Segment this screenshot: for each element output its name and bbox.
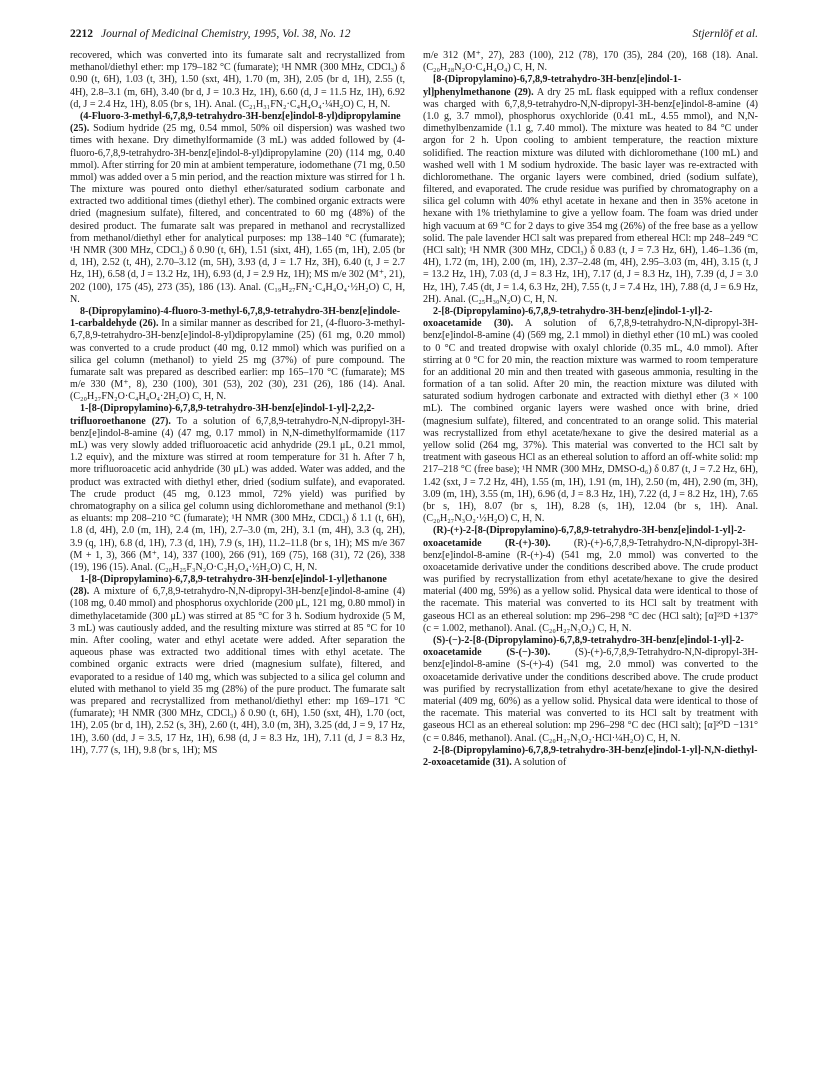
paragraph [70, 50, 405, 111]
compound-heading: 8-(Dipropylamino)-4-fluoro-3-methyl-6,7,8,9-tetrahydro-3H-benz[e]indole-1-carbaldehyde (26). [70, 305, 401, 330]
running-header [70, 28, 758, 50]
paragraph-text: m/e 312 (M⁺, 27), 283 (100), 212 (78), 170 (35), 284 (20), 168 (18). Anal. (C₂₀H₂₈N₂O·C₄H₄O₄) C, H, N. [423, 50, 758, 74]
paragraph-text: (R)-(+)-6,7,8,9-Tetrahydro-N,N-dipropyl-3H-benz[e]indol-8-amine (R-(+)-4) (541 mg, 2.0 mmol) was converted to the oxoacetamide derivative under the conditions described above. The crude product was purified by recrystallization from ethyl acetate/hexane to give the desired material (400 mg, 59%) as a yellow solid. Physical data were identical to those of the racemate. This material was converted to its HCl salt by treatment with gaseous HCl as an ethereal solution: mp 296–298 °C dec (HCl salt); [α]²³D +137° (c = 1.002, methanol). Anal. (C₂₀H₂₇N₃O₂) C, H, N. [423, 537, 758, 634]
two-column-body [70, 50, 758, 769]
paragraph [423, 306, 758, 525]
compound-heading: 2-[8-(Dipropylamino)-6,7,8,9-tetrahydro-3H-benz[e]indol-1-yl]-N,N-diethyl-2-oxoacetamide (31). [423, 744, 758, 768]
paragraph-text: A mixture of 6,7,8,9-tetrahydro-N,N-dipropyl-3H-benz[e]indol-8-amine (4) (108 mg, 0.40 mmol) and phosphorus oxychloride (200 μL, 121 mg, 0.80 mmol) in dimethylacetamide (300 μL) was stirred at 85 °C for 3 h. Sodium hydroxide (5 M, 3 mL) was cautiously added, and the resulting mixture was stirred at 85 °C for 10 min. After cooling, water and ethyl acetate were added. After separation the aqueous phase was extracted two additional times with ethyl acetate. The combined organic extracts were dried (magnesium sulfate), filtered, and evaporated to a residue of 140 mg, which was subjected to a silica gel column and eluted with methanol to yield 35 mg (28%) of the pure product. The fumarate salt was prepared and recrystallized from methanol/diethyl ether: mp 169–171 °C (fumarate); ¹H NMR (300 MHz, CDCl₃) δ 0.90 (t, 6H), 1.50 (sxt, 4H), 1.70 (oct, 1H), 2.05 (br d, 1H), 2.52 (s, 3H), 2.60 (t, 4H), 3.0 (m, 3H), 3.25 (dd, J = 9, 17 Hz, 1H), 3.60 (dd, J = 3.5, 17 Hz, 1H), 6.98 (d, J = 8.3 Hz, 1H), 7.11 (d, J = 8.3 Hz, 1H), 7.77 (s, 1H), 9.8 (br s, 1H); MS [70, 586, 405, 756]
paragraph-text: A solution of [513, 756, 567, 768]
paragraph-text: (S)-(+)-6,7,8,9-Tetrahydro-N,N-dipropyl-3H-benz[e]indol-8-amine (S-(+)-4) (541 mg, 2.0 mmol) was converted to the oxoacetamide derivative under the conditions described above. The crude product was purified by recrystallization from ethyl acetate/hexane to give the desired material (409 mg, 60%) as a yellow solid. Physical data were identical to those of the racemate. This material was converted to its HCl salt by treatment with gaseous HCl as an ethereal solution: mp 296–298 °C dec (HCl salt); [α]²⁰D −131° (c = 0.846, methanol). Anal. (C₂₀H₂₇N₃O₂·HCl·¼H₂O) C, H, N. [423, 647, 758, 744]
right-column [423, 50, 758, 769]
page-number: 2212 [70, 28, 93, 40]
paragraph-text: To a solution of 6,7,8,9-tetrahydro-N,N-dipropyl-3H-benz[e]indol-8-amine (4) (47 mg, 0.17 mmol) in N,N-dimethylformamide (117 mL) was very slowly added trifluoroacetic acid anhydride (29.1 μL, 0.21 mmol, 1.2 equiv), and the mixture was stirred at room temperature for 31 h. After 7 h, more trifluoroacetic acid anhydride (30 μL) was added. Water was added, and the product was extracted with diethyl ether, dried (sodium sulfate), and evaporated. The crude product (45 mg, 0.123 mmol, 72% yield) was purified by chromatography on a silica gel column using dichloromethane and methanol (9:1) as eluants: mp 208–210 °C (fumarate); ¹H NMR (300 MHz, CDCl₃) δ 1.1 (t, 6H), 1.8 (d, 4H), 2.0 (m, 1H), 2.4 (m, 1H), 2.7–3.0 (m, 2H), 3.1 (m, 4H), 3.3 (q, 2H), 3.9 (q, 1H), 6.8 (d, 1H), 7.3 (d, 1H), 7.9 (s, 1H), 11.2–11.8 (br s, 1H); MS m/e 367 (M + 1, 3), 366 (M⁺, 14), 337 (100), 266 (91), 169 (75), 168 (31), 72 (26), 338 (19), 196 (15). Anal. (C₂₀H₂₅F₃N₂O·C₂H₂O₄·½H₂O) C, H, N. [70, 415, 406, 573]
paragraph [423, 525, 758, 635]
paragraph [70, 574, 405, 757]
paragraph [423, 745, 758, 769]
compound-heading: (S)-(−)-2-[8-(Dipropylamino)-6,7,8,9-tetrahydro-3H-benz[e]indol-1-yl]-2-oxoacetamide (S-(−)-30). [423, 635, 744, 659]
running-authors: Stjernlöf et al. [692, 28, 758, 40]
paragraph-text: recovered, which was converted into its fumarate salt and recrystallized from methanol/diethyl ether: mp 179–182 °C (fumarate); ¹H NMR (300 MHz, CDCl₃) δ 0.90 (t, 6H), 1.03 (t, 3H), 1.50 (sxt, 4H), 1.70 (m, 3H), 2.05 (br d, 1H), 2.55 (t, 4H), 2.8–3.1 (m, 6H), 3.40 (br d, J = 10.3 Hz, 1H), 6.60 (d, J = 11.5 Hz, 1H), 6.92 (d, J = 2.4 Hz, 1H), 8.05 (br s, 1H). Anal. (C₂₁H₃₁FN₂·C₄H₄O₄·¼H₂O) C, H, N. [70, 50, 405, 110]
paragraph [423, 635, 758, 745]
compound-heading: (R)-(+)-2-[8-(Dipropylamino)-6,7,8,9-tetrahydro-3H-benz[e]indol-1-yl]-2-oxoacetamide (R-(+)-30). [423, 525, 746, 549]
journal-citation: Journal of Medicinal Chemistry, 1995, Vol. 38, No. 12 [101, 28, 351, 40]
paragraph [70, 306, 405, 404]
compound-heading: [8-(Dipropylamino)-6,7,8,9-tetrahydro-3H-benz[e]indol-1-yl]phenylmethanone (29). [423, 74, 682, 98]
paragraph [423, 74, 758, 306]
paragraph-text: Sodium hydride (25 mg, 0.54 mmol, 50% oil dispersion) was washed two times with hexane. Dry dimethylformamide (3 mL) was added followed by (4-fluoro-6,7,8,9-tetrahydro-3H-benz[e]indol-8-yl)dipropylamine (20) (114 mg, 0.40 mmol). After stirring for 20 min at ambient temperature, iodomethane (71 mg, 0.50 mmol) was added over a 5 min period, and the reaction mixture was stirred for 1 h. The mixture was poured onto diethyl ether/saturated sodium carbonate and extracted two additional times (diethyl ether). The combined organic extracts were dried (magnesium sulfate), filtered, and concentrated to 60 mg (48%) of the desired product. The fumarate salt was prepared in methanol and recrystallized from methanol/diethyl ether for analytical purposes: mp 138–140 °C (fumarate); ¹H NMR (300 MHz, CDCl₃) δ 0.90 (t, 6H), 1.51 (sixt, 4H), 1.65 (m, 1H), 2.05 (br d, 1H), 2.52 (t, 4H), 2.70–3.12 (m, 5H), 3.93 (d, J = 1.7 Hz, 3H), 6.40 (t, J = 2.7 Hz, 1H), 6.58 (d, J = 13.2 Hz, 1H), 6.93 (d, J = 2.9 Hz, 1H); MS m/e 302 (M⁺, 21), 202 (100), 175 (45), 273 (35), 186 (13). Anal. (C₁₉H₂₇FN₂·C₄H₄O₄·½H₂O) C, H, N. [70, 123, 405, 305]
paragraph [423, 50, 758, 74]
paragraph-text: A solution of 6,7,8,9-tetrahydro-N,N-dipropyl-3H-benz[e]indol-8-amine (4) (569 mg, 2.1 mmol) in diethyl ether (10 mL) was cooled to 0 °C and treated dropwise with oxalyl chloride (0.35 mL, 4.0 mmol). After stirring at 0 °C for 20 min, the reaction mixture was warmed to room temperature for an additional 20 min and then treated with gaseous ammonia, resulting in the formation of a tan solid. After 20 min, the reaction mixture was diluted with saturated sodium hydrogen carbonate and extracted with diethyl ether (3 × 100 mL). The combined organic layers were washed once with brine, dried (magnesium sulfate), filtered, and concentrated to an orange solid. This material was recrystallized from ethyl acetate/hexane to give the desired material as a yellow solid (264 mg, 37%). This material was converted to the HCl salt by treatment with gaseous HCl as an ethereal solution to afford an off-white solid: mp 217–218 °C (free base); ¹H NMR (300 MHz, DMSO-d₆) δ 0.87 (t, J = 7.2 Hz, 6H), 1.42 (sxt, J = 7.2 Hz, 4H), 1.55 (m, 1H), 1.91 (m, 1H), 2.50 (m, 4H), 2.90 (m, 3H), 3.09 (m, 1H), 3.55 (m, 1H), 6.96 (d, J = 8.3 Hz, 1H), 7.22 (d, J = 8.2 Hz, 1H), 7.65 (br s, 1H), 8.07 (br s, 1H), 8.28 (s, 1H), 12.04 (br s, 1H). Anal. (C₂₀H₂₇N₃O₂·½H₂O) C, H, N. [423, 318, 758, 525]
paragraph-text: In a similar manner as described for 21, (4-fluoro-3-methyl-6,7,8,9-tetrahydro-3H-benz[e]indol-8-yl)dipropylamine (25) (61 mg, 0.20 mmol) was converted to a crude product (40 mg, 0.12 mmol) which was purified on a silica gel column (methanol) to yield 25 mg (37%) of pure compound. The fumarate salt was prepared as described earlier: mp 165–170 °C (fumarate); MS m/e 330 (M⁺, 8), 230 (100), 301 (53), 202 (30), 231 (26), 186 (14). Anal. (C₂₀H₂₇FN₂O·C₄H₄O₄·2H₂O) C, H, N. [70, 318, 405, 403]
compound-heading: 1-[8-(Dipropylamino)-6,7,8,9-tetrahydro-3H-benz[e]indol-1-yl]ethanone (28). [70, 574, 387, 598]
compound-heading: 1-[8-(Dipropylamino)-6,7,8,9-tetrahydro-3H-benz[e]indol-1-yl]-2,2,2-trifluoroethanone (27). [70, 403, 375, 427]
paragraph [70, 403, 405, 574]
paragraph-text: A dry 25 mL flask equipped with a reflux condenser was charged with 6,7,8,9-tetrahydro-N,N-dipropyl-3H-benz[e]indol-8-amine (4) (1.0 g, 3.7 mmol), phosphorus oxychloride (0.41 mL, 4.55 mmol), and N,N-dimethylbenzamide (1.1 g, 7.40 mmol). The mixture was heated to 84 °C under argon for 2 h. Upon cooling to ambient temperature, the reaction mixture solidified. The reaction mixture was diluted with dichloromethane (100 mL) and washed well with 1 M sodium hydroxide. The basic layer was re-extracted with dichloromethane. The organic layers were combined, dried (sodium sulfate), filtered, and evaporated. The crude residue was purified by chromatography on a silica gel column with 40% ethyl acetate in hexane and then in 35% acetone in hexane with 1% triethylamine to give a yellow foam. The foam was dried under high vacuum at 69 °C for 2 days to give 354 mg (26%) of the free base as a yellow solid. The pale lavender HCl salt was prepared from ethereal HCl: mp 248–249 °C (HCl salt); ¹H NMR (300 MHz, CDCl₃) δ 0.83 (t, J = 7.3 Hz, 6H), 1.46–1.36 (m, 4H), 1.72 (m, 1H), 2.00 (m, 1H), 2.37–2.48 (m, 4H), 2.95–3.03 (m, 4H), 3.15 (t, J = 13.2 Hz, 1H), 7.03 (d, J = 8.3 Hz, 1H), 7.17 (d, J = 8.3 Hz, 1H), 7.39 (d, J = 3.0 Hz, 1H), 7.45 (dt, J = 1.4, 6.3 Hz, 2H), 7.55 (t, J = 7.4 Hz, 1H), 7.88 (d, J = 6.9 Hz, 2H). Anal. (C₂₅H₃₀N₂O) C, H, N. [423, 86, 759, 305]
compound-heading: 2-[8-(Dipropylamino)-6,7,8,9-tetrahydro-3H-benz[e]indol-1-yl]-2-oxoacetamide (30). [423, 305, 713, 330]
paragraph [70, 111, 405, 306]
compound-heading: (4-Fluoro-3-methyl-6,7,8,9-tetrahydro-3H-benz[e]indol-8-yl)dipropylamine (25). [70, 110, 401, 135]
left-column [70, 50, 405, 769]
